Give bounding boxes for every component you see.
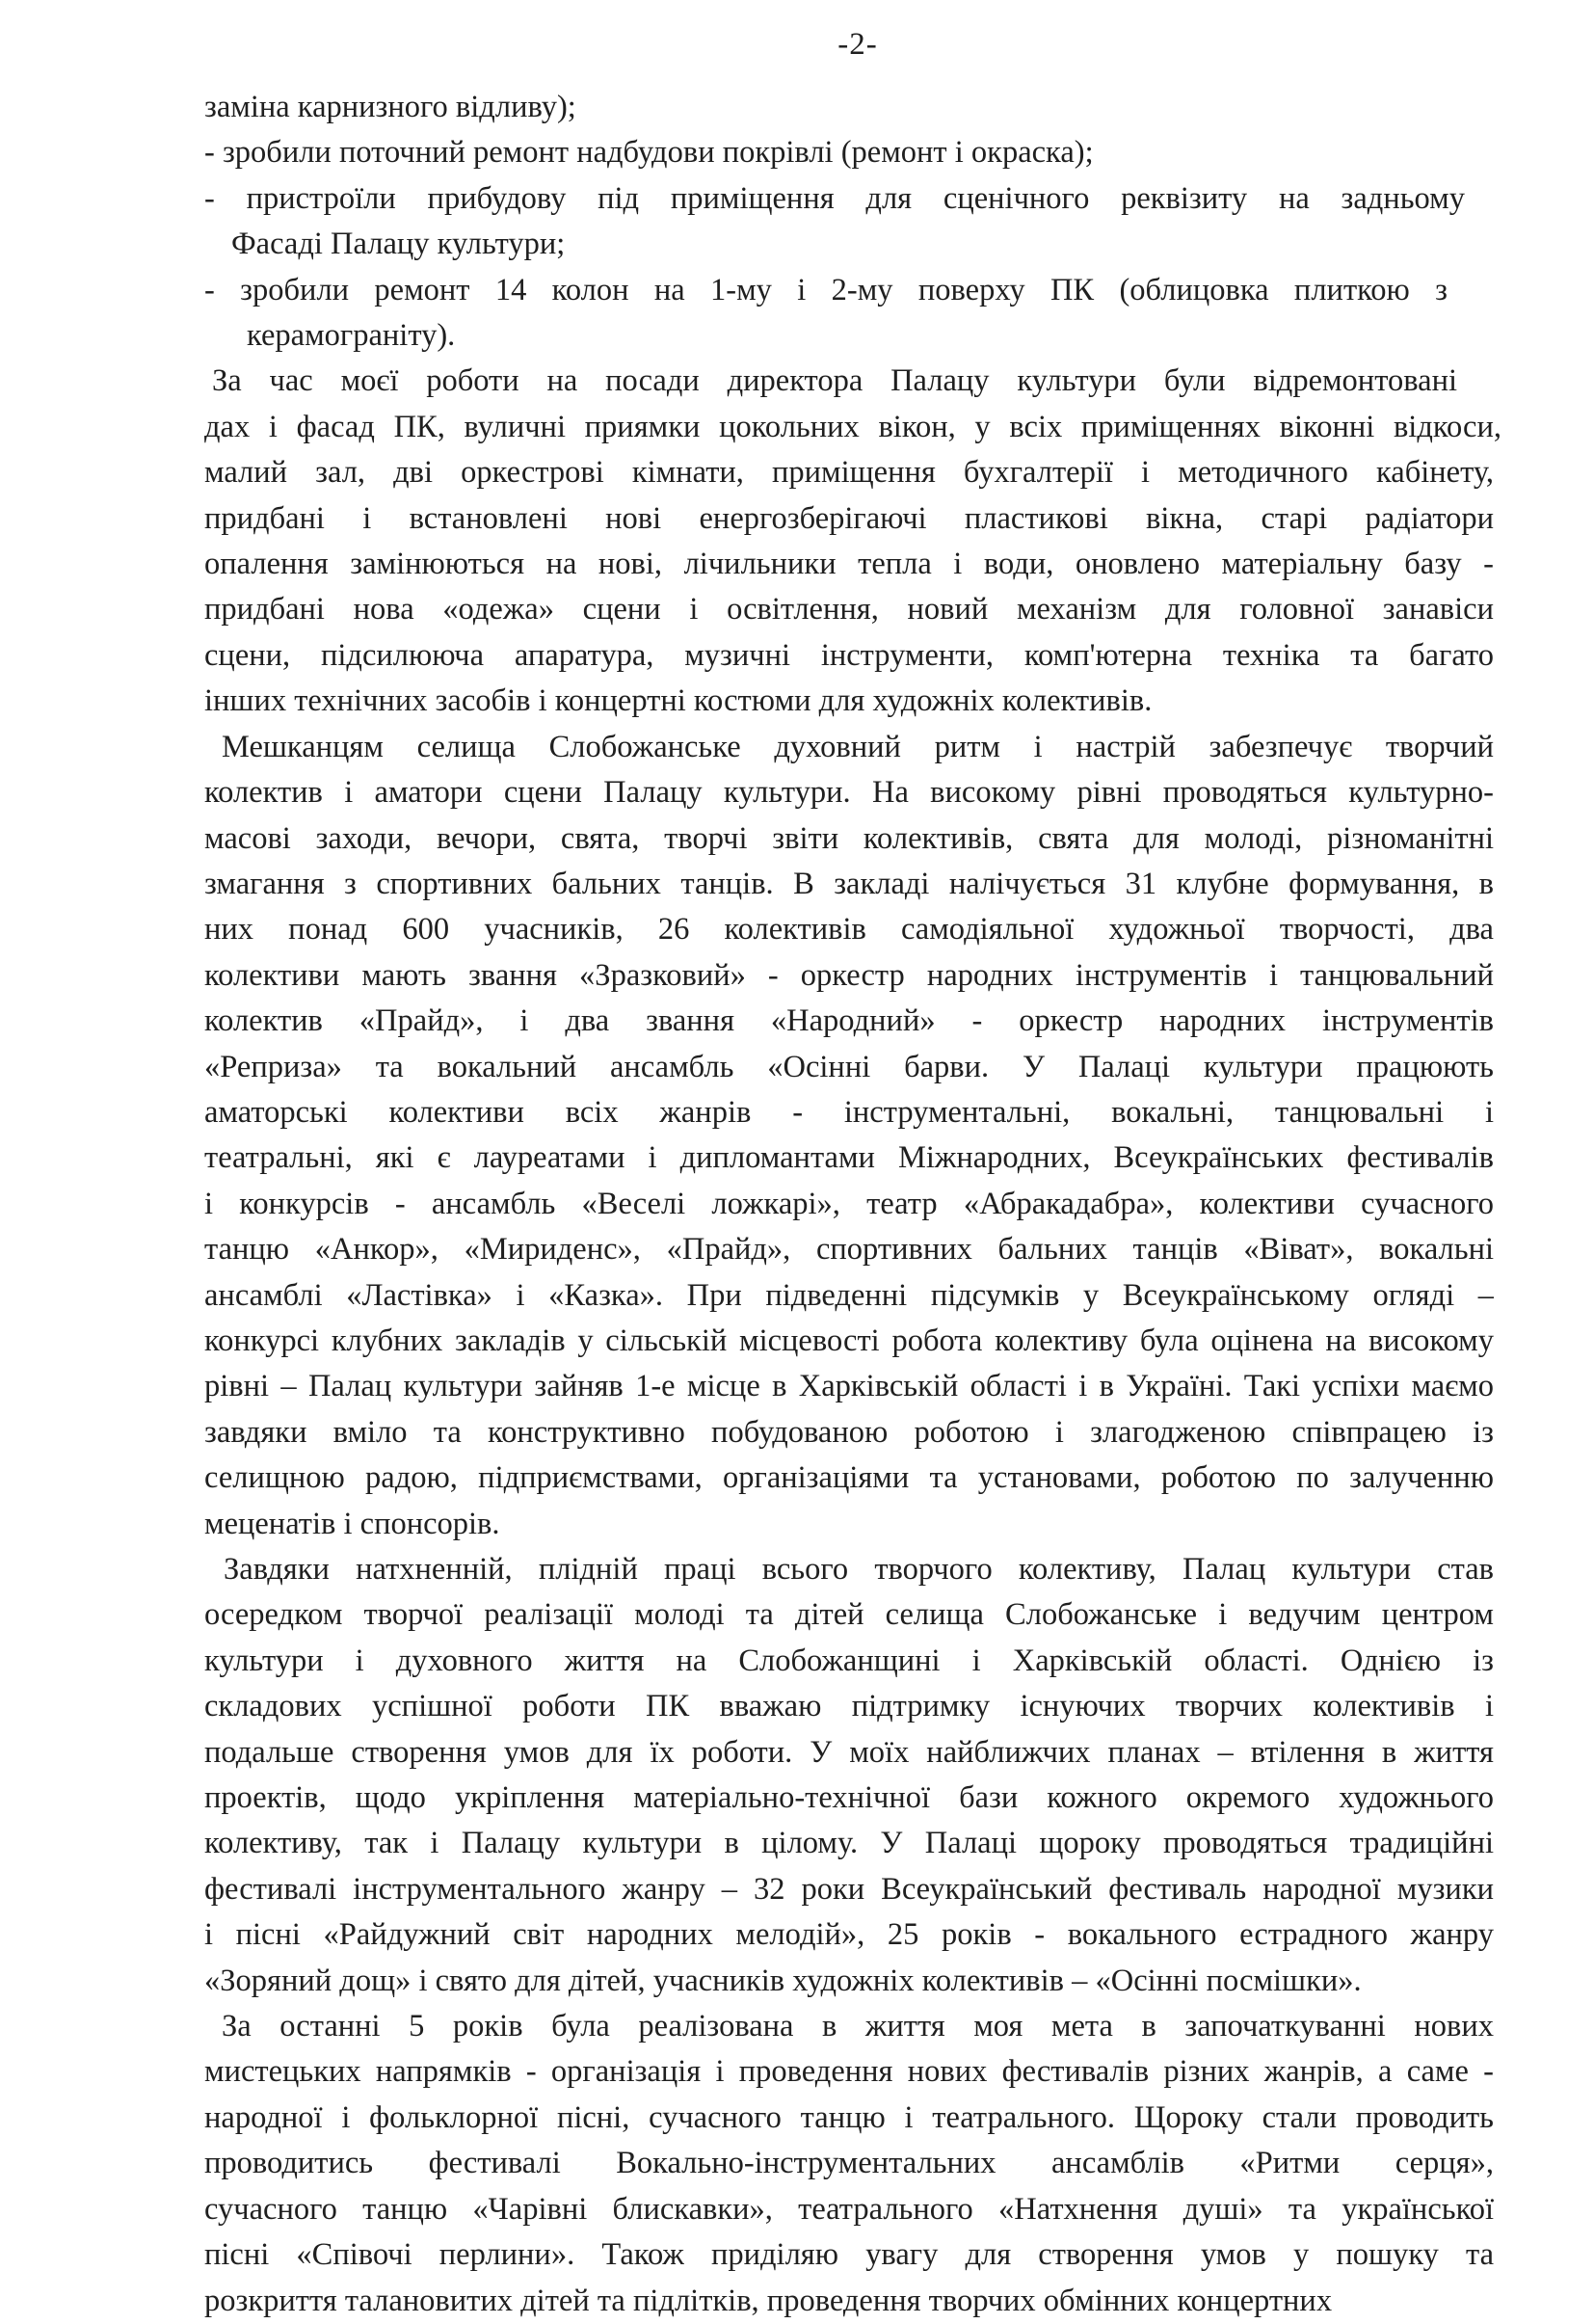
text-line: мистецьких напрямків - організація і проведення нових фестивалів різних жанрів, а саме - — [204, 2054, 1494, 2090]
text-line: народної і фольклорної пісні, сучасного танцю і театрального. Щороку стали проводить — [204, 2099, 1494, 2135]
text-line: колективу, так і Палацу культури в цілому. У Палаці щороку проводяться традиційні — [204, 1826, 1494, 1861]
text-line: Завдяки натхненній, плідній праці всього творчого колективу, Палац культури став — [224, 1552, 1494, 1587]
text-line: дах і фасад ПК, вуличні приямки цокольних вікон, у всіх приміщеннях віконні відкоси, — [204, 409, 1501, 444]
text-line: завдяки вміло та конструктивно побудованою роботою і злагодженою співпрацею із — [204, 1414, 1494, 1450]
text-line: інших технічних засобів і концертні костюми для художніх колективів. — [204, 683, 1153, 719]
text-line: колектив «Прайд», і два звання «Народний» - оркестр народних інструментів — [204, 1003, 1494, 1039]
text-line: - зробили ремонт 14 колон на 1-му і 2-му поверху ПК (облицовка плиткою з — [204, 272, 1448, 307]
text-line: і пісні «Райдужний світ народних мелодій», 25 років - вокального естрадного жанру — [204, 1917, 1494, 1953]
text-line: меценатів і спонсорів. — [204, 1506, 500, 1541]
text-line: «Зоряний дощ» і свято для дітей, учасників художніх колективів – «Осінні посмішки». — [204, 1963, 1362, 1998]
text-line: подальше створення умов для їх роботи. У моїх найближчих планах – втілення в життя — [204, 1734, 1494, 1770]
text-line: осередком творчої реалізації молоді та дітей селища Слобожанське і ведучим центром — [204, 1597, 1494, 1633]
text-line: фестивалі інструментального жанру – 32 роки Всеукраїнський фестиваль народної музики — [204, 1871, 1494, 1907]
text-line: ансамблі «Ластівка» і «Казка». При підведенні підсумків у Всеукраїнському огляді – — [204, 1277, 1494, 1313]
text-line: придбані нова «одежа» сцени і освітлення, новий механізм для головної занавіси — [204, 592, 1494, 628]
page-number: -2- — [837, 27, 878, 62]
text-line: проектів, щодо укріплення матеріально-технічної бази кожного окремого художнього — [204, 1780, 1494, 1816]
text-line: рівні – Палац культури зайняв 1-е місце в Харківській області і в Україні. Такі успіхи маємо — [204, 1369, 1494, 1404]
text-line: масові заходи, вечори, свята, творчі звіти колективів, свята для молоді, різноманітні — [204, 820, 1494, 856]
text-line: змагання з спортивних бальних танців. В закладі налічується 31 клубне формування, в — [204, 866, 1494, 901]
text-line: сцени, підсилююча апаратура, музичні інструменти, комп'ютерна техніка та багато — [204, 637, 1494, 673]
text-line: театральні, які є лауреатами і дипломантами Міжнародних, Всеукраїнських фестивалів — [204, 1140, 1494, 1176]
text-line: складових успішної роботи ПК вважаю підтримку існуючих творчих колективів і — [204, 1689, 1494, 1724]
text-line: розкриття талановитих дітей та підлітків, проведення творчих обмінних концертних — [204, 2283, 1333, 2318]
text-line: Фасаді Палацу культури; — [231, 227, 566, 262]
text-line: Мешканцям селища Слобожанське духовний ритм і настрій забезпечує творчий — [222, 729, 1494, 764]
text-line: і конкурсів - ансамбль «Веселі ложкарі», театр «Абракадабра», колективи сучасного — [204, 1186, 1494, 1221]
text-line: - пристроїли прибудову під приміщення для сценічного реквізиту на задньому — [204, 180, 1465, 216]
text-line: проводитись фестивалі Вокально-інструментальних ансамблів «Ритми серця», — [204, 2146, 1494, 2181]
text-line: малий зал, дві оркестрові кімнати, приміщення бухгалтерії і методичного кабінету, — [204, 455, 1494, 491]
text-line: селищною радою, підприємствами, організаціями та установами, роботою по залученню — [204, 1460, 1494, 1496]
text-line: «Реприза» та вокальний ансамбль «Осінні барви. У Палаці культури працюють — [204, 1049, 1494, 1084]
text-line: пісні «Співочі перлини». Також приділяю увагу для створення умов у пошуку та — [204, 2237, 1494, 2273]
text-line: колективи мають звання «Зразковий» - оркестр народних інструментів і танцювальний — [204, 957, 1494, 993]
text-line: танцю «Анкор», «Мириденс», «Прайд», спортивних бальних танців «Віват», вокальні — [204, 1232, 1494, 1268]
document-body — [204, 85, 1534, 2324]
text-line: них понад 600 учасників, 26 колективів самодіяльної художньої творчості, два — [204, 912, 1494, 948]
text-line: колектив і аматори сцени Палацу культури. На високому рівні проводяться культурно- — [204, 775, 1494, 811]
text-line: керамограніту). — [247, 318, 456, 354]
text-line: аматорські колективи всіх жанрів - інструментальні, вокальні, танцювальні і — [204, 1094, 1494, 1130]
text-line: конкурсі клубних закладів у сільській місцевості робота колективу була оцінена на високому — [204, 1322, 1494, 1358]
text-line: сучасного танцю «Чарівні блискавки», театрального «Натхнення душі» та української — [204, 2191, 1494, 2227]
text-line: придбані і встановлені нові енергозберігаючі пластикові вікна, старі радіатори — [204, 500, 1494, 536]
text-line: За останні 5 років була реалізована в життя моя мета в започаткуванні нових — [222, 2009, 1494, 2044]
text-line: опалення замінюються на нові, лічильники тепла і води, оновлено матеріальну базу - — [204, 547, 1494, 582]
text-line: заміна карнизного відливу); — [204, 90, 576, 124]
text-line: За час моєї роботи на посади директора Палацу культури були відремонтовані — [212, 363, 1457, 399]
text-line: - зробили поточний ремонт надбудови покрівлі (ремонт і окраска); — [204, 135, 1094, 171]
text-line: культури і духовного життя на Слобожанщині і Харківській області. Однією із — [204, 1643, 1494, 1678]
